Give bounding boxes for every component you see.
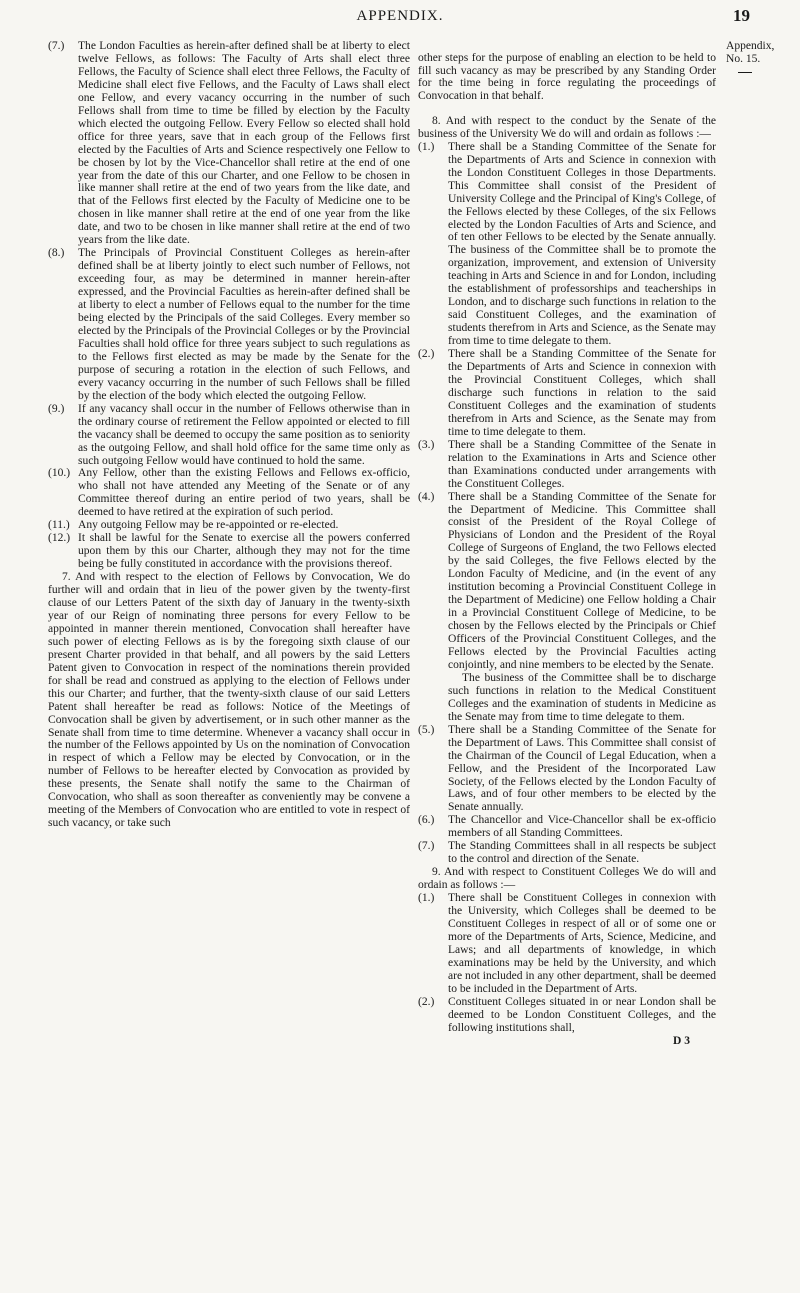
margin-dash bbox=[738, 72, 752, 73]
clause-number: (2.) bbox=[418, 995, 435, 1008]
clause-number: (7.) bbox=[48, 40, 65, 52]
clause-text: Any outgoing Fellow may be re-appointed or re-elected. bbox=[78, 519, 339, 532]
numbered-clause bbox=[48, 40, 410, 247]
clause-number: (11.) bbox=[48, 519, 70, 532]
numbered-clause bbox=[48, 403, 410, 468]
numbered-clause bbox=[418, 439, 716, 491]
numbered-clause bbox=[48, 519, 410, 532]
numbered-clause bbox=[418, 814, 716, 840]
margin-note-number: No. 15. bbox=[726, 52, 761, 65]
paragraph: 7. And with respect to the election of Fellows by Convocation, We do further will and ordain that in lieu of the power given by the twenty-first clause of our Letters Patent of the sixth day of January in the twenty-sixth year of our Reign of nominating three persons for every Fellow to be appointed in manner therein mentioned, Convocation shall hereafter have such power of electing Fellows as is by the foregoing sixth clause of our present Charter provided in that behalf, and all powers by the said Letters Patent given to Convocation in respect of the nominations therein provided for shall be read and construed as applying to the election of Fellows under this our Charter; and further, that the twenty-sixth clause of our said Letters Patent shall hereafter be read as follows: Notice of the Meetings of Convocation shall be given by advertisement, or in such other manner as the Senate shall from time to time determine. Whenever a vacancy shall occur in the number of the Fellows appointed by Us on the nomination of Convocation in respect of which a Fellow may be elected by Convocation, or in the number of Fellows to be hereafter elected by Convocation as provided by these presents, the Senate shall notify the same to the Chairman of Convocation, who shall as soon thereafter as conveniently may be convene a meeting of the Members of Convocation who are entitled to vote in respect of such vacancy, or take such bbox=[48, 571, 410, 830]
clause-text: Any Fellow, other than the existing Fellows and Fellows ex-officio, who shall not have attended any Meeting of the Senate or of any Committee thereof during an entire period of two years, shall be deemed to have retired at the expiration of such period. bbox=[78, 467, 410, 519]
clause-text: The Principals of Provincial Constituent Colleges as herein-after defined shall be at liberty jointly to elect such number of Fellows, not exceeding four, as may be determined in manner herein-after expressed, and the Provincial Faculties as herein-after defined shall be at liberty to elect a number of Fellows equal to the number for the time being elected by the Principals of the said Colleges. Every member so elected by the Principals of the Provincial Colleges or by the Provincial Faculties shall hold office for three years subject to such regulations as to the Fellows first elected as may be made by the Senate for the purpose of securing a rotation in the election of such Fellows, and every vacancy occurring in the number of such Fellows shall be filled by the election of the body which elected the outgoing Fellow. bbox=[78, 247, 410, 402]
margin-note bbox=[726, 40, 786, 73]
numbered-clause bbox=[418, 141, 716, 348]
clause-number: (7.) bbox=[418, 840, 435, 853]
numbered-clause bbox=[418, 348, 716, 439]
margin-note-appendix: Appendix, bbox=[726, 40, 775, 52]
numbered-clause bbox=[418, 840, 716, 866]
numbered-clause bbox=[418, 724, 716, 815]
clause-number: (1.) bbox=[418, 140, 435, 153]
clause-text: There shall be a Standing Committee of the Senate for the Department of Laws. This Committee shall consist of the Chairman of the Council of Legal Education, when a Fellow, and the President of the Incorporated Law Society, of the Fellows elected by the London Faculty of Laws, and of four other members to be elected by the Senate annually. bbox=[448, 723, 716, 814]
clause-number: (10.) bbox=[48, 467, 71, 480]
clause-text: There shall be a Standing Committee of the Senate for the Departments of Arts and Science in connexion with the London Constituent Colleges in those Departments. This Committee shall consist of the President of University College and the Principal of King's College, of the Fellows elected by these Colleges, of the six Fellows elected by the London Faculties of Arts and Science, and of ten other Fellows to be elected by the Senate annually. The business of the Committee shall be to promote the organization, improvement, and extension of University teaching in Arts and Science in and for London, including the establishment of professorships and teacherships in London, and to discharge such functions in relation to the said Constituent Colleges, and the examination of students therefrom in Arts and Science, as the Senate may from time to time delegate to them. bbox=[448, 140, 716, 348]
clause-text: Constituent Colleges situated in or near London shall be deemed to be London Constituent Colleges, and the following institutions shall, bbox=[448, 995, 716, 1034]
clause-number: (1.) bbox=[418, 892, 435, 905]
clause-number: (2.) bbox=[418, 348, 435, 361]
page-header bbox=[0, 6, 800, 28]
numbered-clause bbox=[48, 467, 410, 519]
paragraph: The business of the Committee shall be to discharge such functions in relation to the Medical Constituent Colleges and the examination of students in Medicine as the Senate may from time to time delegate to them. bbox=[448, 671, 716, 723]
clause-text: There shall be Constituent Colleges in connexion with the University, which Colleges shall be deemed to be Constituent Colleges in respect of all or of some one or more of the Departments of Arts, Science, Medicine, and Laws; and all departments of knowledge, in which examinations may be held by the University, and which are not included in any other department, shall be deemed to be included in the Department of Arts. bbox=[448, 892, 716, 995]
clause-number: (12.) bbox=[48, 532, 71, 545]
clause-number: (5.) bbox=[418, 723, 435, 736]
clause-number: (3.) bbox=[418, 438, 435, 451]
running-title: APPENDIX. bbox=[356, 8, 444, 24]
clause-number: (4.) bbox=[418, 490, 435, 503]
left-column bbox=[48, 40, 410, 830]
paragraph: other steps for the purpose of enabling an election to be held to fill such vacancy as may be prescribed by any Standing Order for the time being in force regulating the proceedings of Convocation in that behalf. bbox=[418, 51, 716, 103]
right-column bbox=[418, 40, 716, 1048]
clause-text: If any vacancy shall occur in the number of Fellows otherwise than in the ordinary course of retirement the Fellow appointed or elected to fill the vacancy shall be deemed to occupy the same position as to seniority as the outgoing Fellow, and shall hold office for the same time only as such outgoing Fellow would have continued to hold the same. bbox=[78, 402, 410, 467]
clause-text: There shall be a Standing Committee of the Senate in relation to the Examinations in Arts and Science other than Examinations conducted under arrangements with the Constituent Colleges. bbox=[448, 438, 716, 490]
numbered-clause bbox=[418, 996, 716, 1035]
numbered-clause bbox=[418, 491, 716, 672]
numbered-clause bbox=[418, 892, 716, 996]
paragraph: 8. And with respect to the conduct by the Senate of the business of the University We do will and ordain as follows :— bbox=[418, 114, 716, 140]
clause-text: It shall be lawful for the Senate to exercise all the powers conferred upon them by this our Charter, although they may not for the time being be fully constituted in accordance with the provisions thereof. bbox=[78, 532, 410, 571]
clause-number: (8.) bbox=[48, 247, 65, 260]
clause-number: (6.) bbox=[418, 814, 435, 827]
clause-text: The Chancellor and Vice-Chancellor shall be ex-officio members of all Standing Committees. bbox=[448, 814, 716, 840]
clause-text: The London Faculties as herein-after defined shall be at liberty to elect twelve Fellows, as follows: The Faculty of Arts shall elect three Fellows, the Faculty of Science shall elect three Fellows, the Faculty of Medicine shall elect five Fellows, and the Faculty of Laws shall elect one Fellow, and every vacancy occurring in the number of such Fellows shall from time to time be filled by election by the Faculty which elected the outgoing Fellow. Every Fellow so elected shall hold office for three years, save that in each group of the Fellows first elected by the Faculties of Arts and Science respectively one Fellow to be chosen by lot by the Vice-Chancellor shall retire at the end of one year from the date of this our Charter, and one Fellow to be chosen in like manner shall retire at the end of two years from the like date, and that of the Fellows first elected by the Faculty of Medicine one to be chosen in like manner shall retire at the end of one year from the like date, and two to be chosen in like manner shall retire at the end of two years from the like date. bbox=[78, 40, 410, 247]
numbered-clause bbox=[48, 532, 410, 571]
clause-text: There shall be a Standing Committee of the Senate for the Departments of Arts and Science in connexion with the Provincial Constituent Colleges, which shall discharge such functions in relation to the said Constituent Colleges and the examination of students therefrom in Arts and Science, as the Senate may from time to time delegate to them. bbox=[448, 348, 716, 438]
clause-text: The Standing Committees shall in all respects be subject to the control and direction of the Senate. bbox=[448, 840, 716, 866]
signature-mark: D 3 bbox=[673, 1034, 690, 1047]
clause-text: There shall be a Standing Committee of the Senate for the Department of Medicine. This Committee shall consist of the President of the Royal College of Physicians of London and the President of the Royal College of Surgeons of England, the two Fellows elected by the said Colleges, the five Fellows elected by the London Faculty of Medicine, and (in the event of any institution becoming a Provincial Constituent College in the Department of Medicine) one Fellow holding a Chair in a Provincial Constituent College of Medicine, to be chosen by the Fellows elected by the Principals or Chief Officers of the Provincial Constituent Colleges, and the Fellows elected by the Provincial Faculties acting conjointly, and nine members to be elected by the Senate. bbox=[448, 490, 716, 671]
page-number: 19 bbox=[733, 6, 750, 25]
numbered-clause bbox=[48, 247, 410, 402]
paragraph: 9. And with respect to Constituent Colleges We do will and ordain as follows :— bbox=[418, 866, 716, 892]
clause-number: (9.) bbox=[48, 402, 65, 415]
